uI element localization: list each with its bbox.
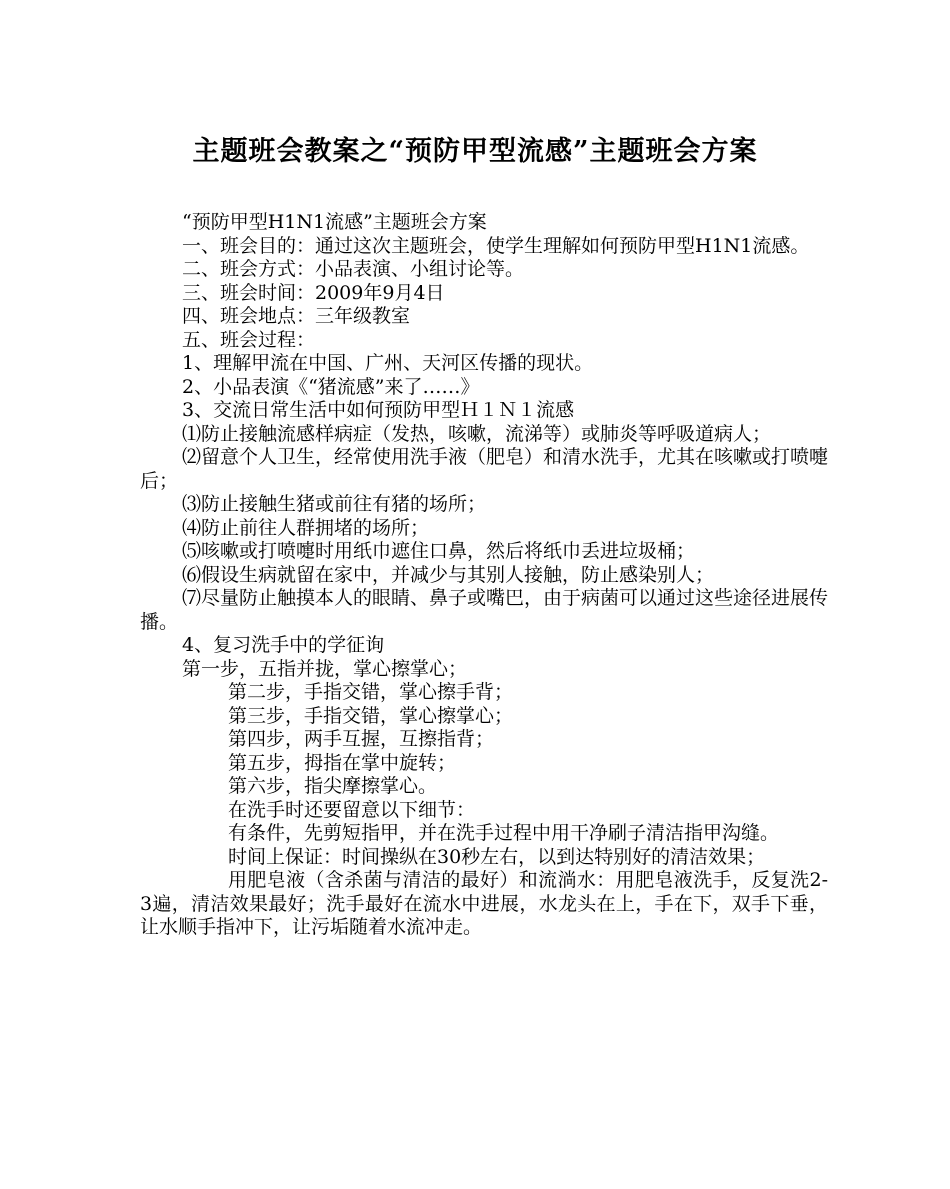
- handwash-step-4: 第四步，两手互握，互擦指背；: [228, 728, 495, 750]
- handwash-step-6: 第六步，指尖摩擦掌心。: [228, 775, 438, 797]
- paragraph-time: 三、班会时间：2009年9月4日: [182, 281, 445, 304]
- handwash-detail-3: 用肥皂液（含杀菌与清洁的最好）和流淌水：用肥皂液洗手，反复洗2-3遍，清洁效果最好；洗手最好在流水中进展，水龙头在上，手在下，双手下垂，让水顺手指冲下，让污垢随着水流冲走。: [140, 869, 828, 938]
- handwash-detail-1: 有条件，先剪短指甲，并在洗手过程中用干净刷子清洁指甲沟缝。: [228, 822, 780, 844]
- handwash-step-2: 第二步，手指交错，掌心擦手背；: [228, 681, 514, 703]
- prevention-item-1: ⑴防止接触流感样病症（发热，咳嗽，流涕等）或肺炎等呼吸道病人；: [182, 422, 772, 445]
- process-step-4: 4、复习洗手中的学征询: [182, 634, 385, 656]
- process-step-1: 1、理解甲流在中国、广州、天河区传播的现状。: [182, 352, 594, 374]
- handwash-step-3: 第三步，手指交错，掌心擦掌心；: [228, 704, 514, 727]
- paragraph-process: 五、班会过程：: [182, 328, 316, 351]
- process-step-2: 2、小品表演《“猪流感”来了……》: [182, 375, 480, 398]
- handwash-details-intro: 在洗手时还要留意以下细节：: [228, 798, 476, 821]
- handwash-detail-2: 时间上保证：时间操纵在30秒左右，以到达特别好的清洁效果；: [228, 845, 766, 868]
- prevention-item-6: ⑹假设生病就留在家中，并减少与其别人接触，防止感染别人；: [182, 563, 715, 586]
- document-body: [140, 211, 828, 940]
- plan-subtitle: “预防甲型H1N1流感”主题班会方案: [182, 211, 487, 233]
- paragraph-location: 四、班会地点：三年级教室: [182, 305, 411, 327]
- prevention-item-5: ⑸咳嗽或打喷嚏时用纸巾遮住口鼻，然后将纸巾丢进垃圾桶；: [182, 540, 696, 562]
- page-title: 主题班会教案之“预防甲型流感”主题班会方案: [192, 136, 758, 167]
- paragraph-method: 二、班会方式：小品表演、小组讨论等。: [182, 258, 525, 280]
- prevention-item-2: ⑵留意个人卫生，经常使用洗手液（肥皂）和清水洗手，尤其在咳嗽或打喷嚏后；: [140, 446, 829, 492]
- prevention-item-3: ⑶防止接触生猪或前往有猪的场所；: [182, 493, 487, 515]
- paragraph-purpose: 一、班会目的：通过这次主题班会，使学生理解如何预防甲型H1N1流感。: [182, 234, 810, 257]
- prevention-item-4: ⑷防止前往人群拥堵的场所；: [182, 516, 430, 539]
- process-step-3: 3、交流日常生活中如何预防甲型Ｈ１Ｎ１流感: [182, 399, 575, 421]
- prevention-item-7: ⑺尽量防止触摸本人的眼睛、鼻子或嘴巴，由于病菌可以通过这些途径进展传播。: [140, 587, 829, 633]
- handwash-step-1: 第一步，五指并拢，掌心擦掌心；: [182, 657, 468, 680]
- handwash-step-5: 第五步，拇指在掌中旋转；: [228, 751, 457, 774]
